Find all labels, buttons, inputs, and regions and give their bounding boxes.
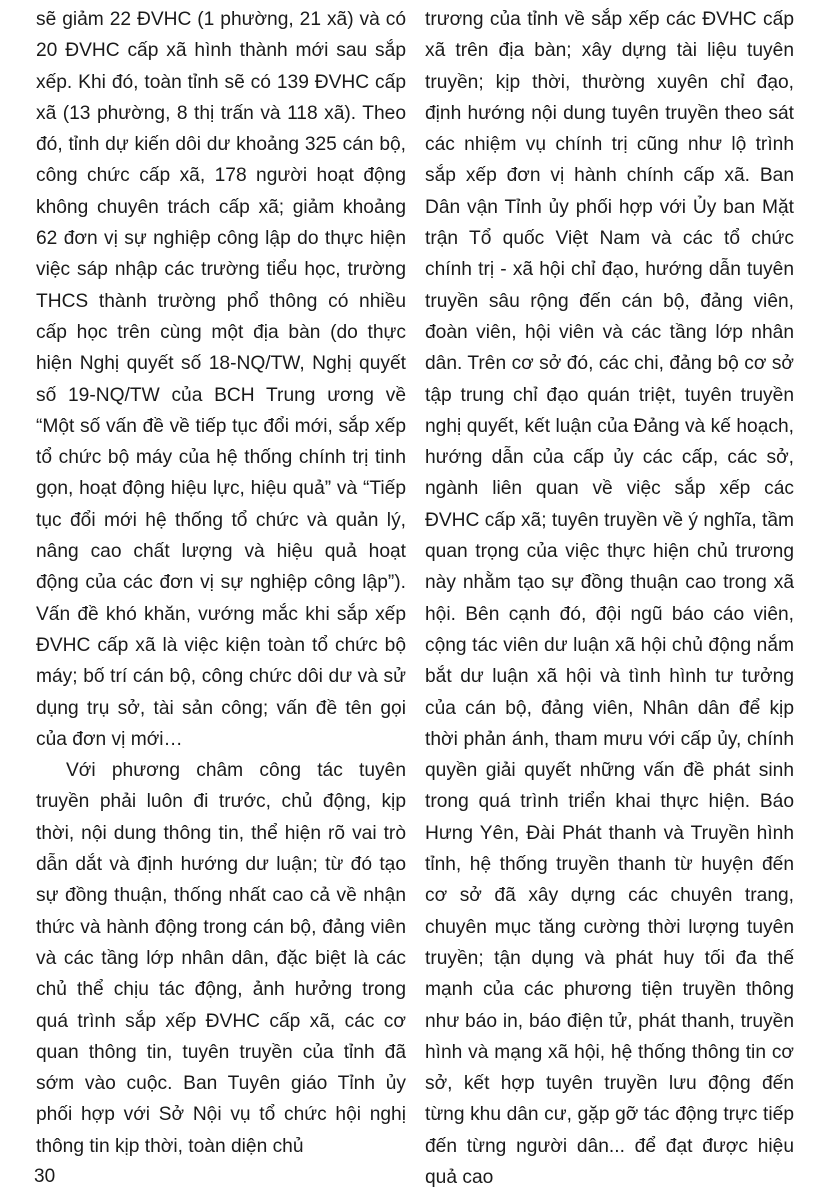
paragraph-continuation: trương của tỉnh về sắp xếp các ĐVHC cấp xã trên địa bàn; xây dựng tài liệu tuyên truyền; kịp thời, thường xuyên chỉ đạo, định hướng nội dung tuyên truyền theo sát các nhiệm vụ chính trị cũng như lộ trình sắp xếp đơn vị hành chính cấp xã. Ban Dân vận Tỉnh ủy phối hợp với Ủy ban Mặt trận Tổ quốc Việt Nam và các tổ chức chính trị - xã hội chỉ đạo, hướng dẫn tuyên truyền sâu rộng đến cán bộ, đảng viên, đoàn viên, hội viên và các tầng lớp nhân dân. Trên cơ sở đó, các chi, đảng bộ cơ sở tập trung chỉ đạo quán triệt, tuyên truyền nghị quyết, kết luận của Đảng và kế hoạch, hướng dẫn của cấp ủy các cấp, các sở, ngành liên quan về việc sắp xếp các ĐVHC cấp xã; tuyên truyền về ý nghĩa, tầm quan trọng của việc thực hiện chủ trương này nhằm tạo sự đồng thuận cao trong xã hội. Bên cạnh đó, đội ngũ báo cáo viên, cộng tác viên dư luận xã hội chủ động nắm bắt dư luận xã hội và tình hình tư tưởng của cán bộ, đảng viên, Nhân dân để kịp thời phản ánh, tham mưu với cấp ủy, chính quyền giải quyết những vấn đề phát sinh trong quá trình triển khai thực hiện. Báo Hưng Yên, Đài Phát thanh và Truyền hình tỉnh, hệ thống truyền thanh từ huyện đến cơ sở đã xây dựng các chuyên trang, chuyên mục tăng cường thời lượng tuyên truyền; tận dụng và phát huy tối đa thế mạnh của các phương tiện truyền thông như báo in, báo điện tử, phát thanh, truyền hình và mạng xã hội, hệ thống thông tin cơ sở, kết hợp tuyên truyền lưu động đến từng khu dân cư, gặp gỡ tác động trực tiếp đến từng người dân... để đạt được hiệu quả cao xyxy=(425,9,795,1188)
paragraph: Với phương châm công tác tuyên truyền phải luôn đi trước, chủ động, kịp thời, nội dung thông tin, thể hiện rõ vai trò dẫn dắt và định hướng dư luận; từ đó tạo sự đồng thuận, thống nhất cao cả về nhận thức và hành động trong cán bộ, đảng viên và các tầng lớp nhân dân, đặc biệt là các chủ thể chịu tác động, ảnh hưởng trong quá trình sắp xếp ĐVHC cấp xã, các cơ quan thông tin, tuyên truyền của tỉnh đã sớm vào cuộc. Ban Tuyên giáo Tỉnh ủy phối hợp với Sở Nội vụ tổ chức hội nghị thông tin kịp thời, toàn diện chủ xyxy=(36,760,406,1157)
text-column-right xyxy=(425,4,794,1193)
page-number: 30 xyxy=(34,1166,56,1187)
text-column-left xyxy=(36,4,406,1162)
paragraph-continuation: sẽ giảm 22 ĐVHC (1 phường, 21 xã) và có 20 ĐVHC cấp xã hình thành mới sau sắp xếp. Khi đó, toàn tỉnh sẽ có 139 ĐVHC cấp xã (13 phường, 8 thị trấn và 118 xã). Theo đó, tỉnh dự kiến dôi dư khoảng 325 cán bộ, công chức cấp xã, 178 người hoạt động không chuyên trách cấp xã; giảm khoảng 62 đơn vị sự nghiệp công lập do thực hiện việc sáp nhập các trường tiểu học, trường THCS thành trường phổ thông có nhiều cấp học trên cùng một địa bàn (do thực hiện Nghị quyết số 18-NQ/TW, Nghị quyết số 19-NQ/TW của BCH Trung ương về “Một số vấn đề về tiếp tục đổi mới, sắp xếp tổ chức bộ máy của hệ thống chính trị tinh gọn, hoạt động hiệu lực, hiệu quả” và “Tiếp tục đổi mới hệ thống tổ chức và quản lý, nâng cao chất lượng và hiệu quả hoạt động của các đơn vị sự nghiệp công lập”). Vấn đề khó khăn, vướng mắc khi sắp xếp ĐVHC cấp xã là việc kiện toàn tổ chức bộ máy; bố trí cán bộ, công chức dôi dư và sử dụng trụ sở, tài sản công; vấn đề tên gọi của đơn vị mới… xyxy=(36,9,406,750)
